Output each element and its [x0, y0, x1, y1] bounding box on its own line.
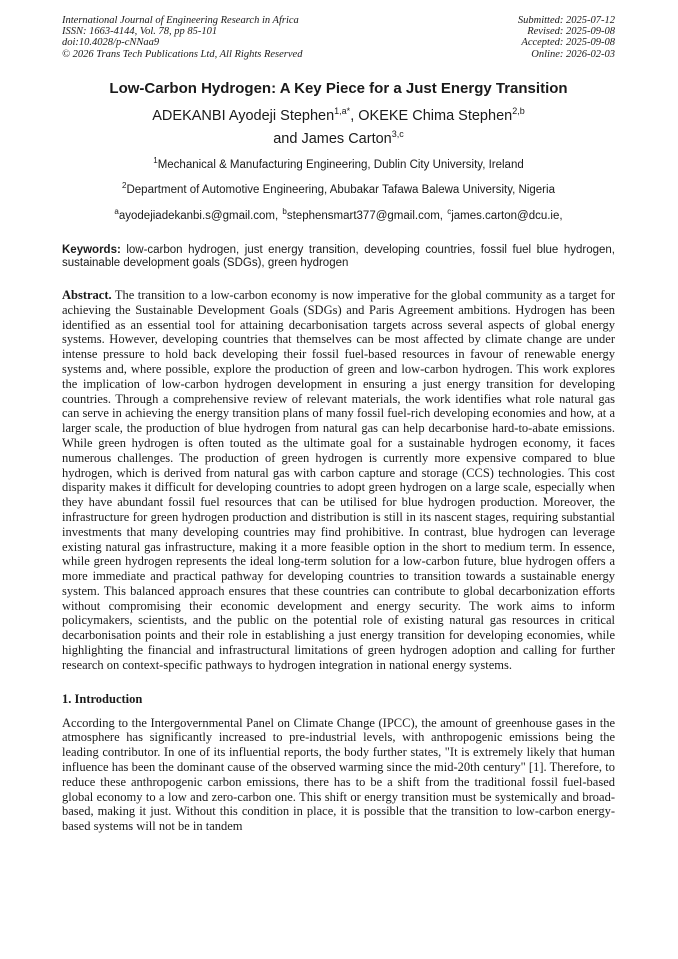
abstract-label: Abstract. — [62, 287, 112, 302]
keywords-label: Keywords: — [62, 243, 121, 256]
author-list — [62, 102, 615, 148]
date-submitted: Submitted: 2025-07-12 — [517, 15, 615, 26]
journal-copyright: © 2026 Trans Tech Publications Ltd, All Rights Reserved — [62, 48, 303, 60]
author-conjunction: and — [273, 130, 302, 147]
author-superscript: 3,c — [391, 128, 404, 139]
affiliation — [62, 154, 615, 172]
article-dates — [518, 15, 615, 60]
author-superscript: 2,b — [512, 105, 525, 116]
author-name: OKEKE Chima Stephen — [358, 107, 513, 124]
abstract-text: The transition to a low-carbon economy is now imperative for the global community as a target for achieving the Sustainable Development Goals (SDGs) and Paris Agreement ambitions. Hydrogen has been identified as an essential tool for attaining decarbonisation targets across several aspects of global energy systems. However, developing countries that themselves can be most affected by climate change are under intense pressure to hold back developing their fossil fuel-based resources in favour of renewable energy systems and, where possible, explore the production of green and low-carbon hydrogen. This work explores the implication of low-carbon hydrogen development in ensuring a just energy transition for developing countries. Through a comprehensive review of relevant materials, the work identifies what role natural gas can serve in achieving the energy transition plans of many fossil fuel-rich developing economies and how, at a larger scale, the production of blue hydrogen from natural gas can help decarbonise hard-to-abate emissions. While green hydrogen is often touted as the ultimate goal for a sustainable hydrogen economy, it faces numerous challenges. The production of green hydrogen is currently more expensive compared to blue hydrogen, which is derived from natural gas with carbon capture and storage (CCS) technologies. This cost disparity makes it difficult for developing countries to adopt green hydrogen on a large scale, especially when they have abundant fossil fuel resources that can be utilised for blue hydrogen production. Moreover, the infrastructure for green hydrogen production and distribution is still in its nascent stages, requiring substantial investments that many developing countries may find prohibitive. In contrast, blue hydrogen can leverage existing natural gas infrastructure, making it a more feasible option in the short to medium term. In essence, while green hydrogen represents the ideal long-term solution for a low-carbon future, blue hydrogen offers a more immediate and practical pathway for developing countries to transition towards a sustainable energy system. This balanced approach ensures that these countries can contribute to global decarbonization efforts without compromising their economic development and energy security. The work aims to inform policymakers, scientists, and the public on the potential role of existing natural gas resources in critical decarbonisation points and their role in establishing a just energy transition for developing economies, while highlighting the financial and infrastructural limitations of green hydrogen adoption and calling for further research on context-specific pathways to hydrogen integration in national energy systems. — [62, 287, 615, 672]
journal-name: International Journal of Engineering Research in Africa — [62, 15, 299, 26]
journal-info — [62, 15, 302, 60]
affiliation-superscript: 1 — [153, 156, 158, 166]
journal-doi: doi:10.4028/p-cNNaa9 — [62, 37, 160, 49]
section-heading: 1. Introduction — [62, 691, 143, 706]
introduction-paragraph: According to the Intergovernmental Panel on Climate Change (IPCC), the amount of greenhouse gases in the atmosphere has significantly increased to pre-industrial levels, with anthropogenic emissions being the leading contributor. In one of its influential reports, the body further states, "It is extremely likely that human influence has been the dominant cause of the observed warming since the mid-20th century" [1]. Therefore, to reduce these anthropogenic carbon emissions, there has to be a shift from the traditional fossil fuel-based global economy to a low and zero-carbon one. This shift or energy transition must be systemically and broad-based, making it just. Without this condition in place, it is possible that the transition to low-carbon energy-based systems will not be in tandem — [62, 715, 615, 834]
date-revised: Revised: 2025-09-08 — [527, 26, 615, 38]
email-superscript: a — [114, 207, 119, 217]
affiliation-text: Department of Automotive Engineering, Abubakar Tafawa Balewa University, Nigeria — [126, 184, 555, 197]
email-address[interactable]: james.carton@dcu.ie, — [451, 209, 563, 222]
affiliation-text: Mechanical & Manufacturing Engineering, Dublin City University, Ireland — [157, 159, 524, 172]
author-separator: , — [350, 107, 359, 124]
date-accepted: Accepted: 2025-09-08 — [521, 37, 615, 49]
date-online: Online: 2026-02-03 — [531, 48, 615, 60]
email-address[interactable]: ayodejiadekanbi.s@gmail.com, — [118, 209, 283, 222]
keywords-block — [62, 244, 615, 271]
paper-page — [62, 15, 615, 834]
journal-header — [62, 15, 615, 60]
abstract-block — [62, 288, 615, 673]
author-name: ADEKANBI Ayodeji Stephen — [152, 107, 335, 124]
paper-title: Low-Carbon Hydrogen: A Key Piece for a Just Energy Transition — [109, 79, 568, 97]
keywords-text: low-carbon hydrogen, just energy transition, developing countries, fossil fuel blue hydrogen, sustainable development goals (SDGs), green hydrogen — [62, 243, 615, 270]
email-superscript: c — [447, 207, 452, 217]
author-superscript: 1,a* — [334, 105, 351, 116]
email-address[interactable]: stephensmart377@gmail.com, — [286, 209, 448, 222]
author-emails — [62, 205, 615, 223]
journal-issn: ISSN: 1663-4144, Vol. 78, pp 85-101 — [62, 26, 218, 38]
author-name: James Carton — [301, 130, 392, 147]
affiliation — [62, 179, 615, 197]
affiliation-superscript: 2 — [122, 181, 127, 191]
email-superscript: b — [282, 207, 287, 217]
